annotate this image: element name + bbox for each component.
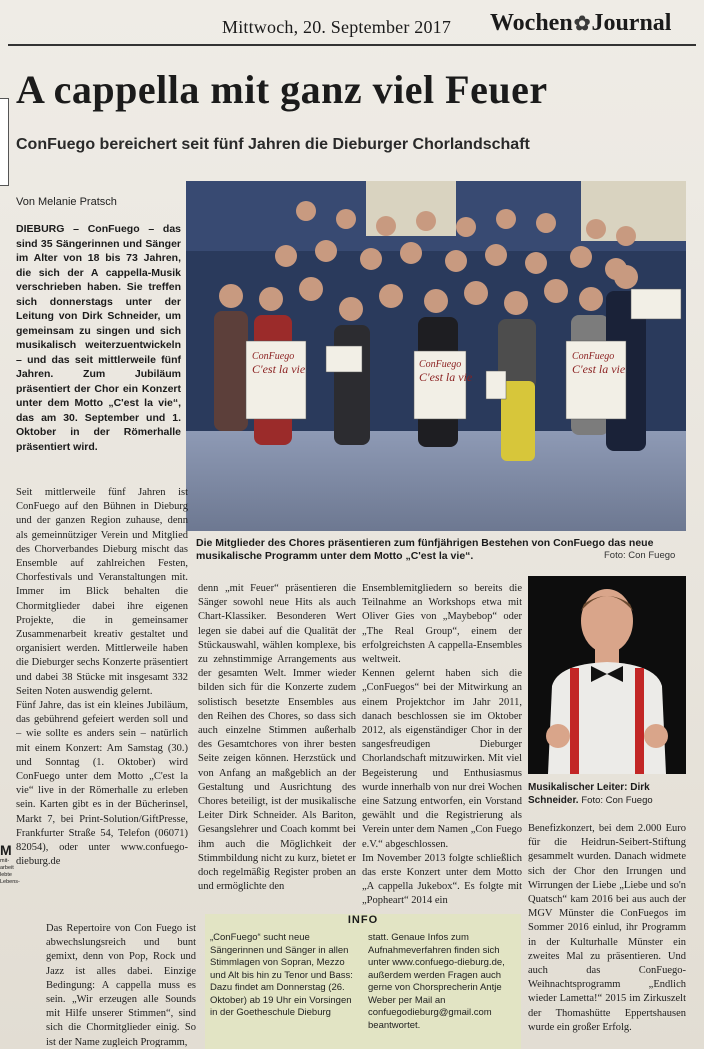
side-tab-small-text: mit- arbeit lebte Lebens-: [0, 858, 20, 885]
conductor-portrait-photo: [528, 576, 686, 774]
logo-text-right: Journal: [591, 10, 672, 36]
article-column-1-bottom: [46, 922, 196, 1047]
choir-group-photo: [186, 181, 686, 531]
left-edge-section-tab: [0, 842, 20, 922]
info-box-right-text: statt. Genaue Infos zum Aufnahmeverfahren finden sich unter www.confuego-dieburg.de, außerdem werden Fragen auch gerne von Chorsprecherin Antje Weber per Mail an confuegodieburg@gmail.com beantwortet.: [368, 932, 505, 1031]
info-box-title: INFO: [347, 914, 379, 926]
article-byline: Von Melanie Pratsch: [16, 196, 117, 208]
poster-text-6: C'est la vie: [572, 362, 626, 376]
col1-paragraph-2: Fünf Jahre, das ist ein kleines Jubiläum, das gebührend gefeiert werden soll und – wie sollte es anders sein – natürlich mit einem Konzert: Am Samstag (30.) und Sonntag (1. Oktober) wird ConFuego unter dem Motto „C'est la vie“ live in der Römerhalle zu erleben sein. Karten gibt es in der Bücherinsel, Markt 7, bei Print-Solution/GiftPresse, Frankfurter Straße 54, Telefon (06071) 82054), oder unter www.confuego-dieburg.de: [16, 700, 188, 868]
col2-paragraph: denn „mit Feuer“ präsentieren die Sänger sowohl neue Hits als auch Chart-Klassiker. Besonderen Wert legen sie dabei auf die Qualität der Stückauswahl, wählen komplexe, bis zu zehnstimmige Arrangements aus der gesamten Welt. Immer wieder bilden sich für die Konzerte zudem solistisch besetzte Ensembles aus den Reihen des Chores, so dass sich auch einzelne Stimmen außerhalb des Gesamtchores von ihrer besten Seite zeigen können. Herzstück und von Anfang an maßgeblich an der Gestaltung und Ausrichtung des Chores beteiligt, ist der musikalische Leiter Dirk Schneider. Als Bariton, Gesangslehrer und Coach kommt bei ihm auch die Möglichkeit der Stimmbildung nicht zu kurz, bietet er doch regelmäßig Register proben an und ermöglichte den: [198, 583, 356, 893]
col1-paragraph-1: Seit mittlerweile fünf Jahren ist ConFuego auf den Bühnen in Dieburg und der ganzen Region zuhause, denn als gemeinnütziger Verein und Mitglied des Chorverbandes Dieburg mischt das Ensemble auf zahlreichen Festen, Chorfestivals und Veranstaltungen mit. Immer im Blick behalten die Chormitglieder dabei ihre eigenen Projekte, die in gemeinsamer Zusammenarbeit kreativ gestaltet und organisiert werden. Mittlerweile haben die Dieburger sechs Konzerte präsentiert und dabei 38 Stücke mit insgesamt 332 Seiten Noten auswendig gelernt.: [16, 487, 188, 697]
side-tab-letter: M: [0, 842, 12, 858]
poster-text-2: C'est la vie: [252, 362, 306, 376]
article-lead: DIEBURG – ConFuego – das sind 35 Sängerinnen und Sänger im Alter von 18 bis 73 Jahren, die sich der A cappella-Musik verschrieben haben. Sie treffen sich donnerstags unter der Leitung von Dirk Schneider, um gemeinsam zu singen und sich musikalisch weiterzuentwickeln – und das seit mittlerweile fünf Jahren. Zum Jubiläum präsentiert der Chor ein Konzert unter dem Motto „C'est la vie“, das am 30. September und 1. Oktober in der Römerhalle präsentiert wird.: [16, 223, 181, 453]
poster-text-4: C'est la vie: [419, 370, 473, 384]
masthead-rule: [8, 44, 696, 46]
article-column-4: [528, 822, 686, 1037]
left-edge-tab: [0, 98, 9, 186]
photo-caption-text: Die Mitglieder des Chores präsentieren zum fünfjährigen Bestehen von ConFuego das neue musikalische Programm unter dem Motto „C'est la vie“.: [196, 537, 654, 562]
col3-paragraph-1: Ensemblemitgliedern so bereits die Teilnahme an Workshops etwa mit Oliver Gies von „Maybebop“ oder „The Real Group“, einem der erfolgreichsten A cappella-Ensembles weltweit.: [362, 583, 522, 666]
poster-text-3: ConFuego: [419, 359, 462, 370]
article-column-1: [16, 486, 188, 916]
article-column-3: [362, 582, 522, 912]
portrait-credit: Foto: Con Fuego: [581, 794, 653, 806]
choir-photo-illustration: [186, 181, 686, 531]
portrait-caption-text: Musikalischer Leiter: Dirk Schneider.: [528, 782, 650, 806]
issue-date: Mittwoch, 20. September 2017: [222, 17, 452, 37]
col4-paragraph: Benefizkonzert, bei dem 2.000 Euro für die Heidrun-Seibert-Stiftung gesammelt wurden. Danach widmete sich der Chor den Irrungen und Wirrungen der Liebe „Liebe und so'n Quatsch“ kam 2016 bei aus auch der MGV Münster die ConFuegos im Sommer 2016 einlud, ihr Programm in der Kulturhalle Münster ein zweites Mal zu präsentieren. Und auch das ConFuego-Weihnachtsprogramm „Endlich wieder Lametta!“ 2015 im Zirkuszelt der Thomashütte Eppertshausen wurde ein großer Erfolg.: [528, 823, 686, 1033]
poster-text-1: ConFuego: [252, 351, 295, 362]
conductor-illustration: [528, 576, 686, 774]
photo-credit: Foto: Con Fuego: [604, 550, 676, 561]
info-box-left-text: „ConFuego“ sucht neue Sängerinnen und Sänger in allen Stimmlagen von Sopran, Mezzo und Alt bis hin zu Tenor und Bass: Dazu findet am Donnerstag (26. Oktober) ab 19 Uhr ein Vorsingen in der Goetheschule Dieburg: [210, 932, 353, 1018]
article-headline: A cappella mit ganz viel Feuer: [16, 67, 548, 112]
masthead: [0, 0, 704, 46]
portrait-caption: [528, 782, 686, 807]
col1-paragraph-3: Das Repertoire von Con Fuego ist abwechslungsreich und bunt gemixt, denn von Pop, Rock und Jazz ist alles dabei. Einzige Bedingung: A cappella muss es sein. „Wir erzeugen alle Sounds mit Hilfe unserer Stimmen“, sind sich die Chormitglieder einig. So ist der Name zugleich Programm,: [46, 923, 196, 1047]
article-subheadline: ConFuego bereichert seit fünf Jahren die Dieburger Chorlandschaft: [16, 136, 530, 153]
article-column-2: [198, 582, 356, 912]
col3-paragraph-3: Im November 2013 folgte schließlich das erste Konzert unter dem Motto „A cappella Jukebox“. Es folgte mit „Popheart“ 2014 ein: [362, 852, 522, 907]
poster-text-5: ConFuego: [572, 351, 615, 362]
maple-leaf-icon: ✿: [573, 13, 591, 35]
newspaper-logo: [490, 10, 671, 37]
logo-text-left: Wochen: [490, 10, 573, 36]
col3-paragraph-2: Kennen gelernt haben sich die „ConFuegos“ bei der Mitwirkung an einem Projektchor im Jahr 2011, danach beschlossen sie im Oktober 2012, als eigenständiger Chor in der sangesfreudigen Dieburger Chorlandschaft mitzuwirken. Mit viel Begeisterung und Enthusiasmus wurde innerhalb von nur drei Wochen eine Satzung entworfen, ein Vorstand gewählt und die Registrierung als Verein unter dem Namen „Con Fuego e.V.“ abgeschlossen.: [362, 668, 522, 850]
